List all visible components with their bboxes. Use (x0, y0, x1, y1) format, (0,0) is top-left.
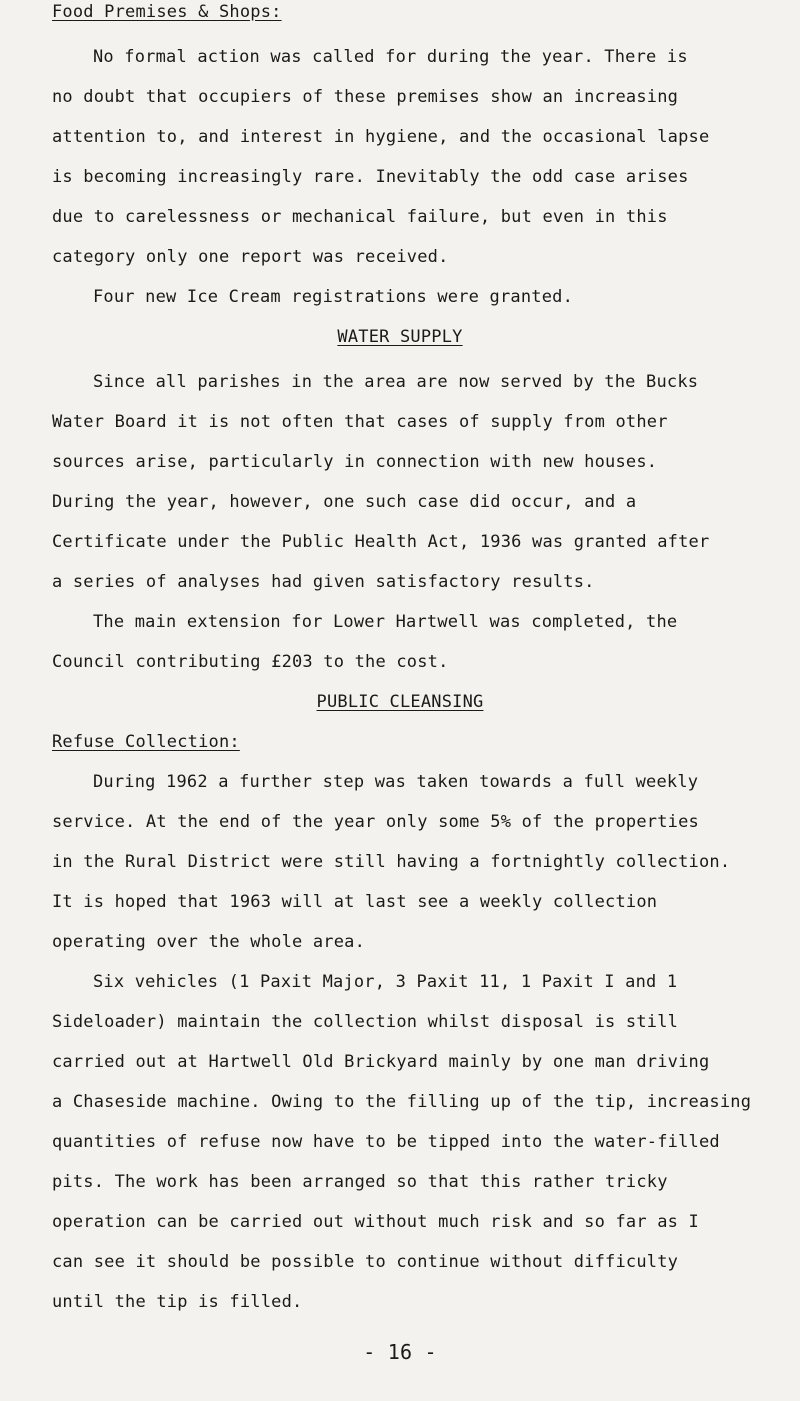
paragraph-line: The main extension for Lower Hartwell was completed, the (93, 612, 678, 632)
paragraph-line: No formal action was called for during the year. There is (93, 47, 688, 67)
paragraph-line: category only one report was received. (52, 247, 449, 267)
paragraph-line: in the Rural District were still having a fortnightly collection. (52, 852, 731, 872)
paragraph-line: Four new Ice Cream registrations were granted. (93, 287, 574, 307)
paragraph-line: Since all parishes in the area are now served by the Bucks (93, 372, 699, 392)
paragraph-line: Sideloader) maintain the collection whilst disposal is still (52, 1012, 679, 1032)
paragraph-line: Certificate under the Public Health Act, 1936 was granted after (52, 532, 710, 552)
paragraph-line: Council contributing £203 to the cost. (52, 652, 449, 672)
page-number: - 16 - (363, 1340, 437, 1364)
paragraph-line: due to carelessness or mechanical failure, but even in this (52, 207, 668, 227)
paragraph-line: a Chaseside machine. Owing to the filling up of the tip, increasing (52, 1092, 752, 1112)
paragraph-line: operating over the whole area. (52, 932, 366, 952)
paragraph-line: service. At the end of the year only some 5% of the properties (52, 812, 699, 832)
paragraph-line: During the year, however, one such case did occur, and a (52, 492, 637, 512)
paragraph-line: Six vehicles (1 Paxit Major, 3 Paxit 11, 1 Paxit I and 1 (93, 972, 678, 992)
paragraph-line: It is hoped that 1963 will at last see a weekly collection (52, 892, 658, 912)
paragraph-line: no doubt that occupiers of these premises show an increasing (52, 87, 679, 107)
paragraph-line: attention to, and interest in hygiene, and the occasional lapse (52, 127, 710, 147)
paragraph-line: pits. The work has been arranged so that this rather tricky (52, 1172, 668, 1192)
paragraph-line: quantities of refuse now have to be tipped into the water-filled (52, 1132, 720, 1152)
paragraph-line: can see it should be possible to continue without difficulty (52, 1252, 679, 1272)
paragraph-line: until the tip is filled. (52, 1292, 303, 1312)
paragraph-line: is becoming increasingly rare. Inevitably the odd case arises (52, 167, 689, 187)
paragraph-line: carried out at Hartwell Old Brickyard mainly by one man driving (52, 1052, 710, 1072)
paragraph-line: sources arise, particularly in connection with new houses. (52, 452, 658, 472)
paragraph-line: During 1962 a further step was taken towards a full weekly (93, 772, 699, 792)
section-heading-food-premises: Food Premises & Shops: (52, 2, 282, 22)
section-heading-public-cleansing: PUBLIC CLEANSING (316, 692, 484, 712)
paragraph-line: a series of analyses had given satisfactory results. (52, 572, 595, 592)
paragraph-line: Water Board it is not often that cases of supply from other (52, 412, 668, 432)
subheading-refuse-collection: Refuse Collection: (52, 732, 240, 752)
section-heading-water-supply: WATER SUPPLY (337, 327, 463, 347)
paragraph-line: operation can be carried out without much risk and so far as I (52, 1212, 699, 1232)
